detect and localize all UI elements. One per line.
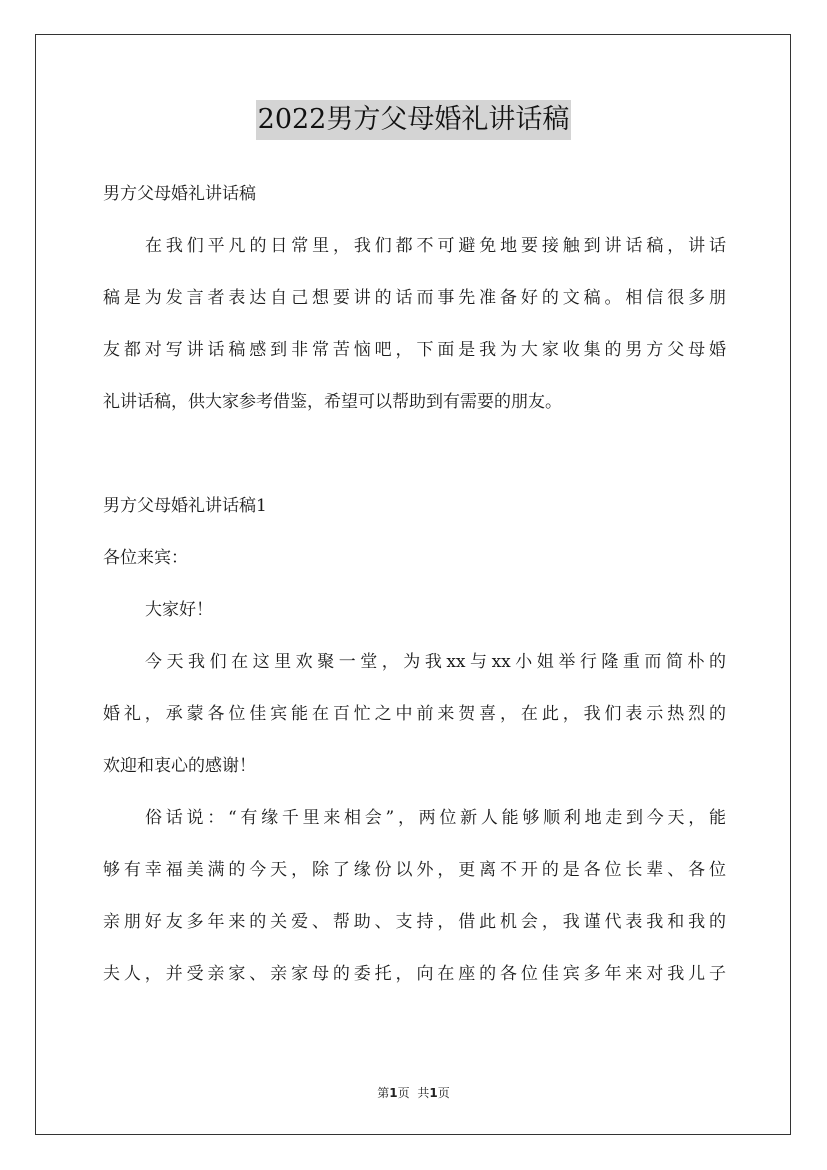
document-title: 2022男方父母婚礼讲话稿 (256, 100, 572, 140)
intro-line: 稿是为发言者表达自己想要讲的话而事先准备好的文稿。相信很多朋 (103, 288, 726, 308)
document-body (103, 168, 726, 1000)
intro-line: 友都对写讲话稿感到非常苦恼吧，下面是我为大家收集的男方父母婚 (103, 340, 726, 360)
page-prefix: 第 (377, 1086, 390, 1100)
title-container (0, 100, 827, 140)
intro-line: 礼讲话稿，供大家参考借鉴，希望可以帮助到有需要的朋友。 (103, 392, 562, 412)
paragraph-gap (103, 428, 726, 480)
intro-line: 在我们平凡的日常里，我们都不可避免地要接触到讲话稿，讲话 (145, 236, 726, 256)
section-title: 男方父母婚礼讲话稿1 (103, 496, 267, 516)
page-number: 1 (389, 1086, 398, 1100)
page-footer (0, 1084, 827, 1101)
greeting: 大家好！ (145, 600, 213, 620)
salutation: 各位来宾： (103, 548, 188, 568)
total-prefix: 共 (417, 1086, 430, 1100)
paragraph-line: 亲朋好友多年来的关爱、帮助、支持，借此机会，我谨代表我和我的 (103, 912, 726, 932)
paragraph-line: 够有幸福美满的今天，除了缘份以外，更离不开的是各位长辈、各位 (103, 860, 726, 880)
paragraph-line: 夫人，并受亲家、亲家母的委托，向在座的各位佳宾多年来对我儿子 (103, 964, 726, 984)
paragraph-line: 俗话说：“有缘千里来相会”，两位新人能够顺利地走到今天，能 (145, 808, 726, 828)
total-suffix: 页 (437, 1086, 450, 1100)
total-pages: 1 (429, 1086, 438, 1100)
subtitle: 男方父母婚礼讲话稿 (103, 184, 256, 204)
paragraph-line: 今天我们在这里欢聚一堂，为我xx与xx小姐举行隆重而简朴的 (145, 652, 726, 672)
paragraph-line: 欢迎和衷心的感谢！ (103, 756, 256, 776)
page-suffix: 页 (397, 1086, 410, 1100)
paragraph-line: 婚礼，承蒙各位佳宾能在百忙之中前来贺喜，在此，我们表示热烈的 (103, 704, 726, 724)
